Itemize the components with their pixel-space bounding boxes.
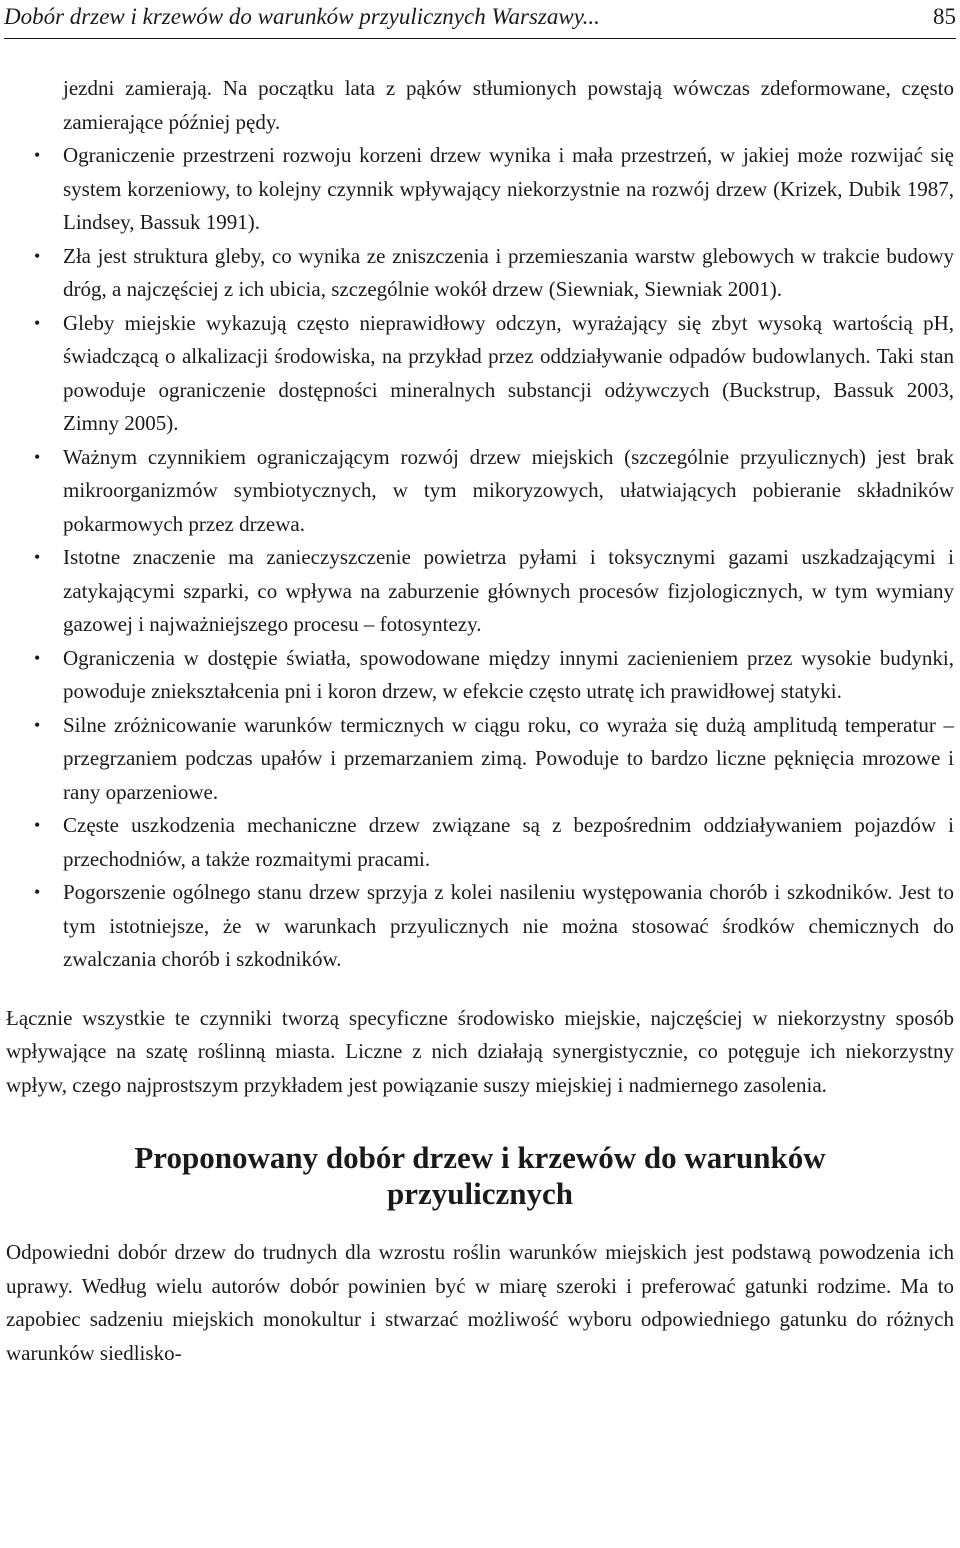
list-item (6, 307, 954, 441)
running-title: Dobór drzew i krzewów do warunków przyulicznych Warszawy... (4, 4, 600, 29)
list-item (6, 541, 954, 642)
bullet-icon: • (34, 547, 41, 567)
running-header (4, 2, 956, 39)
bullet-icon: • (34, 647, 41, 668)
bullet-icon: • (34, 245, 41, 266)
continued-bullet-text: jezdni zamierają. Na początku lata z pąków stłumionych powstają wówczas zdeformowane, często zamierające później pędy. (63, 76, 954, 134)
list-item-text: Częste uszkodzenia mechaniczne drzew związane są z bezpośrednim oddziaływaniem pojazdów i przechodniów, a także rozmaitymi pracami. (63, 813, 954, 871)
body-text (6, 72, 954, 1370)
list-item-text: Silne zróżnicowanie warunków termicznych w ciągu roku, co wyraża się dużą amplitudą temperatur – przegrzaniem podczas upałów i przemarzaniem zimą. Powoduje to bardzo liczne pęknięcia mrozowe i rany oparzeniowe. (63, 712, 954, 804)
list-item (6, 642, 954, 709)
section-heading: Proponowany dobór drzew i krzewów do warunków przyulicznych (134, 1140, 826, 1211)
list-item-text: Ograniczenie przestrzeni rozwoju korzeni drzew wynika i mała przestrzeń, w jakiej może rozwijać się system korzeniowy, to kolejny czynnik wpływający niekorzystnie na rozwój drzew (Krizek, Dubik 1987, Lindsey, Bassuk 1991). (63, 143, 954, 234)
bullet-icon: • (34, 815, 41, 835)
list-item (6, 240, 954, 307)
list-item-text: Pogorszenie ogólnego stanu drzew sprzyja z kolei nasileniu występowania chorób i szkodników. Jest to tym istotniejsze, że w warunkach przyulicznych nie można stosować środków chemicznych do zwalczania chorób i szkodników. (63, 880, 954, 971)
list-item-text: Ważnym czynnikiem ograniczającym rozwój drzew miejskich (szczególnie przyulicznych) jest brak mikroorganizmów symbiotycznych, w tym mikoryzowych, ułatwiających pobieranie składników pokarmowych przez drzewa. (63, 444, 954, 536)
list-item (6, 709, 954, 810)
bullet-icon: • (34, 714, 41, 735)
summary-paragraph: Łącznie wszystkie te czynniki tworzą specyficzne środowisko miejskie, najczęściej w niekorzystny sposób wpływające na szatę roślinną miasta. Liczne z nich działają synergistycznie, co potęguje ich niekorzystny wpływ, czego najprostszym przykładem jest powiązanie suszy miejskiej i nadmiernego zasolenia. (6, 1005, 954, 1097)
list-item-text: Zła jest struktura gleby, co wynika ze zniszczenia i przemieszania warstw glebowych w trakcie budowy dróg, a najczęściej z ich ubicia, szczególnie wokół drzew (Siewniak, Siewniak 2001). (63, 243, 954, 301)
bullet-icon: • (34, 312, 41, 333)
list-item-text: Ograniczenia w dostępie światła, spowodowane między innymi zacienieniem przez wysokie budynki, powoduje zniekształcenia pni i koron drzew, w efekcie często utratę ich prawidłowej statyki. (63, 645, 954, 703)
bullet-icon: • (34, 145, 41, 165)
bullet-icon: • (34, 882, 41, 902)
list-item (6, 441, 954, 542)
list-item-text: Gleby miejskie wykazują często nieprawidłowy odczyn, wyrażający się zbyt wysoką wartością pH, świadczącą o alkalizacji środowiska, na przykład przez oddziaływanie odpadów budowlanych. Taki stan powoduje ograniczenie dostępności mineralnych substancji odżywczych (Buckstrup, Bassuk 2003, Zimny 2005). (63, 310, 954, 435)
section-paragraph: Odpowiedni dobór drzew do trudnych dla wzrostu roślin warunków miejskich jest podstawą powodzenia ich uprawy. Według wielu autorów dobór powinien być w miarę szeroki i preferować gatunki rodzime. Ma to zapobiec sadzeniu miejskich monokultur i stwarzać możliwość wyboru odpowiedniego gatunku do różnych warunków siedlisko- (6, 1240, 954, 1365)
factor-list (6, 139, 954, 977)
list-item (6, 876, 954, 977)
list-item (6, 139, 954, 240)
list-item (6, 809, 954, 876)
page-number: 85 (933, 4, 956, 29)
bullet-icon: • (34, 446, 41, 467)
list-item-text: Istotne znaczenie ma zanieczyszczenie powietrza pyłami i toksycznymi gazami uszkadzającymi i zatykającymi szparki, co wpływa na zaburzenie głównych procesów fizjologicznych, w tym wymiany gazowej i najważniejszego procesu – fotosyntezy. (63, 545, 954, 636)
